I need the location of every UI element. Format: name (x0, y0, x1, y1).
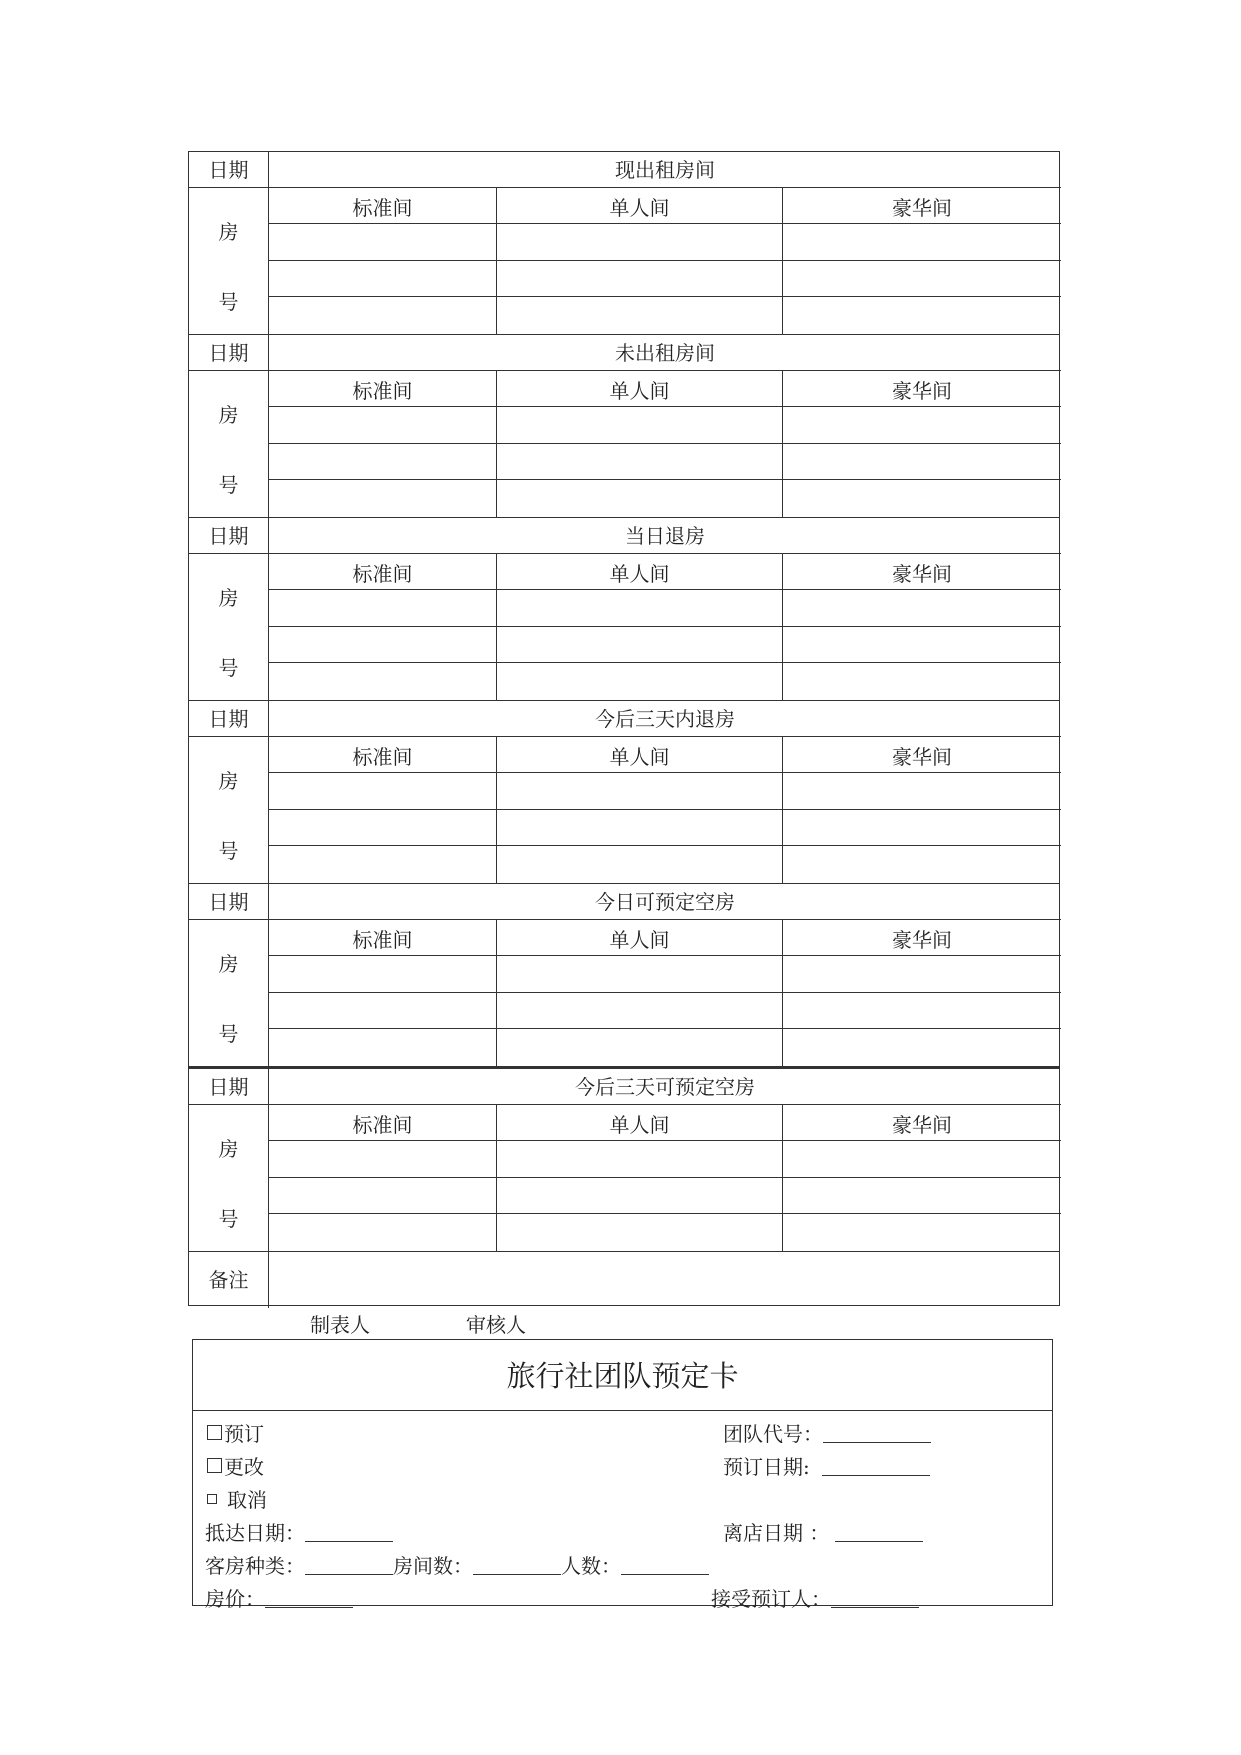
room-label-top: 房 (218, 403, 239, 427)
room-cell[interactable] (269, 1141, 497, 1178)
column-header: 豪华间 (783, 554, 1061, 590)
option-book-label: 预订 (224, 1422, 264, 1446)
room-number-label (189, 920, 269, 1066)
option-book[interactable] (207, 1418, 264, 1447)
column-header: 单人间 (497, 188, 783, 224)
column-header: 标准间 (269, 554, 497, 590)
column-header: 豪华间 (783, 1105, 1061, 1141)
reviewer-label: 审核人 (466, 1313, 526, 1337)
column-header: 标准间 (269, 1105, 497, 1141)
room-number-label (189, 737, 269, 883)
room-cell[interactable] (269, 1029, 497, 1066)
room-label-top: 房 (218, 220, 239, 244)
room-label-bottom: 号 (218, 839, 239, 863)
column-header: 标准间 (269, 371, 497, 407)
room-cell[interactable] (497, 956, 783, 993)
room-cell[interactable] (269, 590, 497, 627)
room-cell[interactable] (269, 846, 497, 883)
room-cell[interactable] (497, 1141, 783, 1178)
room-cell[interactable] (783, 993, 1061, 1029)
column-header: 单人间 (497, 371, 783, 407)
checkbox-icon[interactable] (207, 1458, 222, 1473)
room-cell[interactable] (783, 261, 1061, 297)
room-grid (269, 188, 1061, 334)
remark-row (188, 1252, 1060, 1306)
room-cell[interactable] (269, 224, 497, 261)
departure-date-label: 离店日期 ： (723, 1521, 830, 1545)
date-label: 日期 (189, 335, 269, 371)
book-date-field (723, 1451, 930, 1480)
room-label-bottom: 号 (218, 290, 239, 314)
room-cell[interactable] (783, 590, 1061, 627)
group-code-field (723, 1418, 931, 1447)
column-header: 标准间 (269, 920, 497, 956)
room-cell[interactable] (269, 663, 497, 700)
room-cell[interactable] (783, 810, 1061, 846)
room-section (188, 151, 1060, 335)
room-section (188, 335, 1060, 518)
room-cell[interactable] (269, 993, 497, 1029)
option-cancel-label: 取消 (227, 1488, 267, 1512)
room-section (188, 884, 1060, 1067)
room-cell[interactable] (269, 444, 497, 480)
arrival-date-input[interactable] (305, 1523, 393, 1542)
section-title: 今后三天内退房 (269, 701, 1061, 737)
maker-label: 制表人 (310, 1313, 370, 1337)
room-cell[interactable] (497, 444, 783, 480)
book-date-input[interactable] (822, 1457, 930, 1476)
room-cell[interactable] (497, 627, 783, 663)
room-section (188, 701, 1060, 884)
column-header: 豪华间 (783, 188, 1061, 224)
departure-date-input[interactable] (835, 1523, 923, 1542)
room-label-top: 房 (218, 1137, 239, 1161)
group-code-label: 团队代号： (723, 1422, 823, 1446)
room-grid (269, 737, 1061, 883)
room-number-label (189, 1105, 269, 1251)
room-cell[interactable] (783, 1214, 1061, 1251)
room-number-label (189, 371, 269, 517)
section-title: 现出租房间 (269, 152, 1061, 188)
room-label-top: 房 (218, 952, 239, 976)
section-title: 今后三天可预定空房 (269, 1069, 1061, 1105)
room-cell[interactable] (269, 1214, 497, 1251)
room-cell[interactable] (497, 297, 783, 334)
date-label: 日期 (189, 884, 269, 920)
room-cell[interactable] (497, 224, 783, 261)
room-section (188, 518, 1060, 701)
room-status-table (188, 151, 1060, 1306)
room-type-input[interactable] (305, 1556, 393, 1575)
room-cell[interactable] (783, 1178, 1061, 1214)
room-cell[interactable] (269, 261, 497, 297)
room-cell[interactable] (783, 480, 1061, 517)
room-count-label: 房间数： (393, 1554, 473, 1578)
card-title: 旅行社团队预定卡 (193, 1340, 1052, 1411)
receiver-label: 接受预订人： (711, 1587, 831, 1611)
column-header: 单人间 (497, 920, 783, 956)
column-header: 单人间 (497, 1105, 783, 1141)
people-count-label: 人数： (561, 1554, 621, 1578)
booking-card (192, 1339, 1053, 1611)
room-label-top: 房 (218, 586, 239, 610)
option-change[interactable] (207, 1451, 264, 1480)
option-cancel[interactable] (207, 1484, 267, 1513)
room-grid (269, 1105, 1061, 1251)
room-label-top: 房 (218, 769, 239, 793)
date-label: 日期 (189, 701, 269, 737)
group-code-input[interactable] (823, 1424, 931, 1443)
room-grid (269, 371, 1061, 517)
arrival-date-field (205, 1517, 393, 1546)
column-header: 标准间 (269, 737, 497, 773)
room-cell[interactable] (269, 773, 497, 810)
room-cell[interactable] (783, 773, 1061, 810)
room-price-input[interactable] (265, 1589, 353, 1608)
arrival-date-label: 抵达日期： (205, 1521, 305, 1545)
room-cell[interactable] (497, 810, 783, 846)
room-cell[interactable] (783, 956, 1061, 993)
section-title: 当日退房 (269, 518, 1061, 554)
remark-label: 备注 (189, 1252, 269, 1308)
checkbox-icon[interactable] (207, 1494, 217, 1504)
room-cell[interactable] (497, 846, 783, 883)
room-cell[interactable] (497, 993, 783, 1029)
room-cell[interactable] (783, 1141, 1061, 1178)
room-cell[interactable] (497, 261, 783, 297)
room-label-bottom: 号 (218, 656, 239, 680)
people-count-input[interactable] (621, 1556, 709, 1575)
departure-date-field (723, 1517, 923, 1546)
room-label-bottom: 号 (218, 1207, 239, 1231)
room-cell[interactable] (497, 480, 783, 517)
room-cell[interactable] (269, 407, 497, 444)
room-price-field (205, 1583, 353, 1612)
room-number-label (189, 188, 269, 334)
room-grid (269, 554, 1061, 700)
room-label-bottom: 号 (218, 473, 239, 497)
room-cell[interactable] (497, 1029, 783, 1066)
column-header: 豪华间 (783, 371, 1061, 407)
room-count-input[interactable] (473, 1556, 561, 1575)
column-header: 豪华间 (783, 920, 1061, 956)
section-title: 未出租房间 (269, 335, 1061, 371)
room-grid (269, 920, 1061, 1066)
room-cell[interactable] (497, 663, 783, 700)
room-cell[interactable] (497, 1178, 783, 1214)
room-cell[interactable] (783, 224, 1061, 261)
receiver-input[interactable] (831, 1589, 919, 1608)
room-cell[interactable] (783, 663, 1061, 700)
option-change-label: 更改 (224, 1455, 264, 1479)
room-cell[interactable] (269, 956, 497, 993)
room-cell[interactable] (497, 773, 783, 810)
room-type-label: 客房种类： (205, 1554, 305, 1578)
room-cell[interactable] (783, 1029, 1061, 1066)
room-cell[interactable] (783, 846, 1061, 883)
room-section (188, 1067, 1060, 1252)
date-label: 日期 (189, 1069, 269, 1105)
room-cell[interactable] (783, 627, 1061, 663)
room-cell[interactable] (269, 1178, 497, 1214)
date-label: 日期 (189, 518, 269, 554)
room-cell[interactable] (269, 810, 497, 846)
room-type-line (205, 1550, 709, 1579)
room-cell[interactable] (269, 297, 497, 334)
room-cell[interactable] (497, 1214, 783, 1251)
room-cell[interactable] (783, 444, 1061, 480)
room-cell[interactable] (497, 407, 783, 444)
room-cell[interactable] (783, 297, 1061, 334)
receiver-field (711, 1583, 919, 1612)
room-cell[interactable] (497, 590, 783, 627)
section-title: 今日可预定空房 (269, 884, 1061, 920)
room-label-bottom: 号 (218, 1022, 239, 1046)
room-cell[interactable] (783, 407, 1061, 444)
checkbox-icon[interactable] (207, 1425, 222, 1440)
book-date-label: 预订日期: (723, 1455, 810, 1479)
room-cell[interactable] (269, 480, 497, 517)
room-number-label (189, 554, 269, 700)
column-header: 标准间 (269, 188, 497, 224)
column-header: 单人间 (497, 737, 783, 773)
date-label: 日期 (189, 152, 269, 188)
room-price-label: 房价： (205, 1587, 265, 1611)
room-cell[interactable] (269, 627, 497, 663)
column-header: 单人间 (497, 554, 783, 590)
remark-cell[interactable] (269, 1252, 1061, 1308)
column-header: 豪华间 (783, 737, 1061, 773)
